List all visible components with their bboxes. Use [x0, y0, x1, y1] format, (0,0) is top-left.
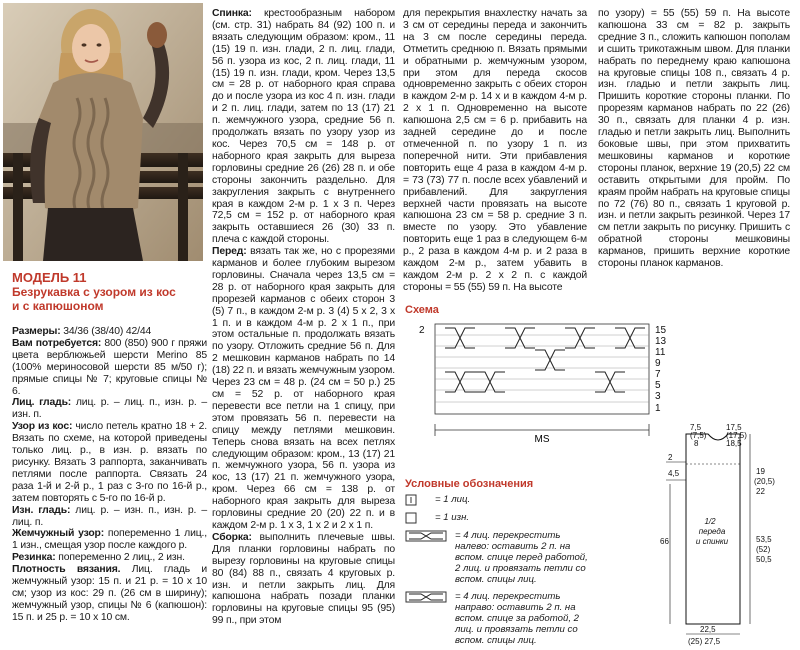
row-number: 3 — [655, 391, 661, 402]
section-label: Сборка: — [212, 531, 252, 543]
legend-text: = 4 лиц. перекрестить налево: оставить 2 п. на вспом. спице перед работой, 2 лиц. и провязать петли со вспом. спицы лиц. — [455, 530, 588, 585]
section-text: вязать так же, но с прорезями карманов и более глубоким вырезом горловины. Сначала через 13,5 см = 28 р. от наборного края закрыть для прорезей карманов с обеих сторон 3 (5) 7 п., в каждом 2-м р. 3 (4) 5 х 2, 3 х 1 п. и в каждом 4-м р. 2 х 1 п., при этом остальные п. продолжать вязать по узору. Отложить средние 56 п. Для 2 мешковин карманов набрать по 14 (18) 22 п. и вязать жемчужным узором. Через 23 см = 48 р. (24 см = 50 р.) 25 см = 52 р. от наборного края перевести все петли на 1 спицу, при этом провязать 56 п. перевести на спицу между петлями мешковин. Теперь снова вязать на всех петлях следующим образом: кром., 13 (17) 21 п. жемчужного узора, 56 п. узора из кос, 13 (17) 21 п. жемчужного узора, кром. Через 66 см = 138 р. от наборного края закрыть для выреза горловины средние 20 (20) 22 п. и в каждом 2-м р. 1 х 3, 1 х 2 и 2 х 1 п. — [212, 246, 395, 531]
center-label-1: 1/2 — [704, 517, 716, 526]
row-number: 5 — [655, 380, 661, 391]
section-seed-stitch — [12, 528, 207, 552]
section-label: Перед: — [212, 246, 247, 258]
instructions-column-2 — [212, 8, 395, 627]
section-text: 800 (850) 900 г пряжи цвета верблюжьей шерсти Merino 85 (100% мериносовой шерсти 85 м/50 г); прямые спицы № 7; круговые спицы № 6. — [12, 337, 208, 397]
dim-bottom-2: (25) 27,5 — [688, 637, 721, 646]
dim-side-3: 50,5 — [756, 555, 772, 564]
center-label-3: и спинки — [695, 537, 729, 546]
schema-title: Схема — [405, 304, 439, 316]
model-subtitle-line2: и с капюшоном — [12, 299, 104, 313]
model-caption — [12, 270, 207, 313]
section-label: Жемчужный узор: — [12, 528, 105, 540]
instructions-column-3 — [403, 8, 587, 294]
section-label: Лиц. гладь: — [12, 397, 72, 409]
section-reverse-stockinette — [12, 505, 207, 529]
row-number: 11 — [655, 347, 666, 358]
legend-item-cable-left — [405, 530, 595, 585]
dim-right-2: (20,5) — [754, 477, 775, 486]
section-text: число петель кратно 18 + 2. Вязать по схеме, на которой приведены только лиц. р., в изн. р. вязать по рисунку. Вязать 3 раппорта, заканчивать петлями после раппорта. Связать 24 раза 1-й и 2-й р., 1 раз с 3-го по 16-й р., затем повторять с 5-го по 16-й р. — [12, 421, 208, 504]
purl-symbol-icon — [405, 512, 427, 524]
dim-side-1: 53,5 — [756, 535, 772, 544]
section-sizes — [12, 326, 207, 338]
row-number: 9 — [655, 358, 661, 369]
row-number: 13 — [655, 336, 667, 347]
legend-text: = 1 изн. — [435, 512, 470, 523]
section-assembly — [212, 532, 395, 627]
dim-top-5: (17,5) — [726, 431, 747, 440]
legend-text: = 1 лиц. — [435, 494, 471, 505]
dim-left: 66 — [660, 537, 669, 546]
knitting-chart — [405, 318, 675, 453]
section-text: Лиц. гладь и жемчужный узор: 15 п. и 21 р. = 10 х 10 см; узор из кос: 29 п. (26 см в ширину); жемчужный узор, спицы № 6 (капюшон): 15 п. и 25 р. = 10 х 10 см. — [12, 564, 207, 623]
dim-side-2: (52) — [756, 545, 771, 554]
dim-bottom-1: 22,5 — [700, 625, 716, 634]
legend-item-knit — [405, 494, 595, 506]
legend-title: Условные обозначения — [405, 478, 534, 490]
section-text: выполнить плечевые швы. Для планки горловины набрать по вырезу горловины на круговые спицы 80 (84) 88 п., связать 4 круговых р. изн. и петли закрыть лиц. Для капюшона набрать позади планки горловины на круговые спицы 95 (95) 99 п., при этом — [212, 531, 395, 627]
section-stockinette — [12, 397, 207, 421]
hood-text: для перекрытия внахлестку начать за 3 см от середины переда и закончить на 3 см после середины переда. Отметить среднюю п. Вязать прямыми и обратными р. жемчужным узором, при этом для переда скосов одновременно закрыть с обеих сторон в каждом 2-м р. 14 х и в каждом 4-м р. 2 х 1 п. Одновременно на высоте капюшона 2,5 см = 6 р. прибавить на задней середине до и после отмеченной п. по узору 1 п. из поперечной нити. Эти прибавления повторить еще 4 раза в каждом 4-м р. = 73 (73) 77 п. после всех убавлений и прибавлений. Для закругления верхней части провязать на высоте капюшона 23 см = 58 р. средние 3 п. вместе по узору. Это убавление повторить еще 1 раз в следующем 6-м р., 2 раза в каждом 4-м р. и 2 раза в каждом 2-м р., затем убавить в каждом 2-м р. 2 х 2 п. с каждой стороны = 55 (55) 59 п. На высоте — [403, 8, 587, 293]
dim-right-3: 22 — [756, 487, 765, 496]
legend-text: = 4 лиц. перекрестить направо: оставить 2 п. на вспом. спице за работой, 2 лиц. и провязать петли со вспом. спицы лиц. — [455, 591, 579, 646]
dim-top-1: 7,5 — [690, 424, 702, 432]
section-text: попеременно 1 лиц., 1 изн., смещая узор после каждого р. — [12, 528, 207, 552]
section-text: попеременно 2 лиц., 2 изн. — [55, 552, 185, 564]
section-text: лиц. р. – лиц. п., изн. р. – изн. п. — [12, 397, 207, 421]
dim-top-3: 8 — [694, 439, 699, 448]
legend — [405, 494, 595, 650]
center-label-2: переда — [698, 527, 726, 536]
model-subtitle-line1: Безрукавка с узором из кос — [12, 285, 176, 299]
model-number: МОДЕЛЬ 11 — [12, 270, 87, 285]
left-marker: 2 — [419, 325, 425, 336]
section-text: лиц. р. – изн. п., изн. р. – лиц. п. — [12, 504, 207, 528]
section-label: Спинка: — [212, 8, 252, 19]
row-number: 15 — [655, 325, 667, 336]
section-label: Размеры: — [12, 326, 61, 337]
pattern-diagram — [660, 424, 790, 650]
section-label: Плотность вязания. — [12, 564, 121, 576]
section-front — [212, 246, 395, 532]
knit-symbol-icon — [405, 494, 427, 506]
section-back — [212, 8, 395, 246]
section-label: Узор из кос: — [12, 421, 73, 433]
legend-item-purl — [405, 512, 595, 524]
section-text: крестообразным набором (см. стр. 31) набрать 84 (92) 100 п. и вязать следующим образом: кром., 11 (15) 19 п. изн. глади, 2 п. лиц. глади, 56 п. узора из кос, 2 п. лиц. глади, 11 (15) 19 п. изн. глади, кром. Через 13,5 см = 28 р. от наборного края справа до и после узора из кос 4 п. изн. глади и 2 п. лиц. глади, затем по 13 (17) 21 п. жемчужного узора, средние 56 п. продолжать вязать по узору узор из кос. Через 70,5 см = 148 р. от наборного края закрыть для выреза горловины средние 26 (26) 28 п. и обе стороны закончить раздельно. Для закругления закрыть с внутреннего края в каждом 2-м р. 1 х 3 п. Через 72,5 см = 152 р. от наборного края закрыть оставшиеся 26 (30) 33 п. плеча с каждой стороны. — [212, 8, 395, 246]
dim-right-1: 19 — [756, 467, 765, 476]
chart-grid — [435, 324, 649, 414]
row-number: 7 — [655, 369, 661, 380]
cable-right-icon — [405, 591, 449, 603]
section-gauge — [12, 564, 207, 624]
repeat-label: MS — [534, 434, 550, 445]
dim-top-4: 17,5 — [726, 424, 742, 432]
section-text: 34/36 (38/40) 42/44 — [60, 326, 152, 337]
finishing-text: по узору) = 55 (55) 59 п. На высоте капюшона 33 см = 82 р. закрыть средние 3 п., сложить капюшон пополам и сшить трикотажным швом. Для планки набрать по переднему краю капюшона на круговые спицы 108 п., связать 4 р. изн. гладью и петли закрыть лиц. Пришить короткие стороны планки. По прорезям карманов набрать по 22 (26) 30 п., связать для планки 4 р. изн. гладью и петли закрыть лиц. Выполнить боковые швы, при этом прихватить мешковины карманов и короткие стороны планок, верхние 19 (20,5) 22 см оставить открытыми для пройм. По краям пройм набрать на круговые спицы по 72 (76) 80 п., связать 1 круговой р. изн. и петли закрыть резинкой. Через 17 см петли закрыть по рисунку. Пришить с обратной стороны мешковины карманов, пришить верхние короткие стороны планок карманов. — [598, 8, 790, 270]
cable-left-icon — [405, 530, 449, 542]
section-label: Изн. гладь: — [12, 504, 71, 516]
dim-neck-2: 4,5 — [668, 469, 680, 478]
dim-neck-1: 2 — [668, 453, 673, 462]
instructions-column-4 — [598, 8, 790, 270]
model-photo — [3, 3, 203, 261]
section-label: Вам потребуется: — [12, 337, 102, 349]
legend-item-cable-right — [405, 591, 595, 646]
instructions-column-1 — [12, 326, 207, 624]
section-label: Резинка: — [12, 552, 56, 564]
section-cable-pattern — [12, 421, 207, 504]
dim-top-6: 18,5 — [726, 439, 742, 448]
chart-repeat — [435, 424, 649, 445]
section-rib — [12, 552, 207, 564]
row-number: 1 — [655, 403, 661, 414]
section-materials — [12, 338, 207, 398]
dim-top-2: (7,5) — [690, 431, 707, 440]
